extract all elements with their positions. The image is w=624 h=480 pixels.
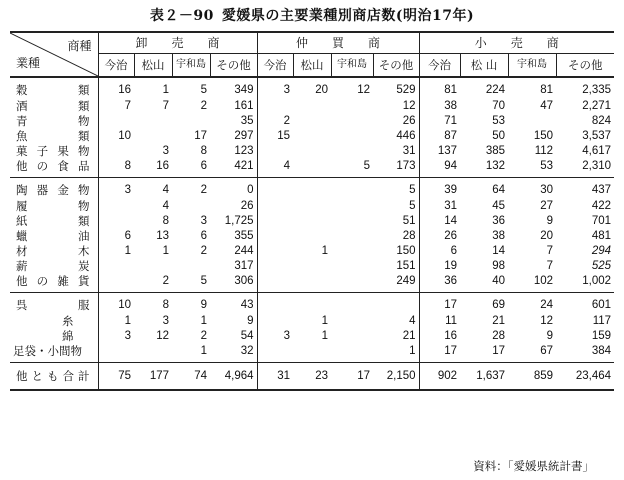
table-row — [10, 77, 614, 99]
cell-value — [134, 114, 172, 129]
row-label: 糸 — [10, 314, 98, 329]
table-row — [10, 114, 614, 129]
cell-value: 10 — [118, 299, 131, 311]
cell-value: 9 — [546, 215, 554, 227]
cell-value: 3 — [283, 84, 291, 96]
row-label: 足袋・小間物 — [10, 344, 98, 363]
cell-value: 4 — [373, 314, 419, 329]
cell-value: 81 — [540, 84, 554, 96]
cell-value: 3 — [124, 330, 131, 342]
table-row — [10, 214, 614, 229]
cell-value: 35 — [210, 114, 257, 129]
cell-value: 2 — [283, 115, 291, 127]
cell-value — [134, 259, 172, 274]
cell-value: 12 — [156, 330, 169, 342]
cell-value: 64 — [492, 184, 506, 196]
cell-value — [331, 199, 373, 214]
table-title: 愛媛県の主要業種別商店数(明治17年) — [221, 8, 475, 24]
cell-value — [331, 229, 373, 244]
cell-value: 701 — [591, 215, 612, 227]
cell-value: 7 — [124, 100, 131, 112]
total-row — [10, 363, 614, 391]
cell-value: 422 — [591, 200, 612, 212]
cell-value: 26 — [444, 230, 458, 242]
table-body — [10, 77, 614, 390]
shop-count-table — [10, 31, 614, 391]
group-header-wholesale: 卸 売 商 — [98, 32, 257, 54]
table-row — [10, 329, 614, 344]
cell-value: 74 — [172, 363, 210, 391]
cell-value: 71 — [444, 115, 458, 127]
cell-value — [331, 129, 373, 144]
cell-value — [172, 114, 210, 129]
cell-value — [293, 159, 331, 178]
col-header: その他 — [556, 54, 614, 78]
cell-value: 26 — [373, 114, 419, 129]
cell-value — [257, 229, 293, 244]
cell-value — [257, 178, 293, 200]
col-header: その他 — [373, 54, 419, 78]
cell-value: 481 — [591, 230, 612, 242]
cell-value: 306 — [210, 274, 257, 293]
cell-value: 5 — [373, 199, 419, 214]
cell-value: 17 — [444, 299, 458, 311]
cell-value: 151 — [373, 259, 419, 274]
cell-value: 355 — [210, 229, 257, 244]
cell-value: 117 — [592, 315, 612, 327]
col-header: 松山 — [293, 54, 331, 78]
cell-value: 11 — [445, 315, 458, 327]
cell-value — [331, 99, 373, 114]
cell-value: 20 — [540, 230, 554, 242]
cell-value — [134, 129, 172, 144]
cell-value — [134, 344, 172, 363]
cell-value: 21 — [373, 329, 419, 344]
cell-value — [257, 344, 293, 363]
cell-value: 177 — [134, 363, 172, 391]
cell-value: 16 — [118, 84, 131, 96]
table-row — [10, 274, 614, 293]
cell-value: 173 — [373, 159, 419, 178]
table-row — [10, 293, 614, 315]
cell-value: 3 — [162, 145, 169, 157]
cell-value: 525 — [591, 260, 612, 272]
cell-value: 3 — [124, 184, 131, 196]
cell-value: 123 — [210, 144, 257, 159]
cell-value: 47 — [540, 100, 554, 112]
cell-value: 446 — [373, 129, 419, 144]
cell-value: 45 — [492, 200, 506, 212]
cell-value: 9 — [546, 330, 554, 342]
corner-label-business-type: 業種 — [16, 56, 41, 70]
cell-value: 94 — [419, 159, 460, 178]
cell-value — [257, 199, 293, 214]
cell-value: 17 — [331, 363, 373, 391]
cell-value: 859 — [508, 363, 556, 391]
cell-value — [293, 99, 331, 114]
table-row — [10, 199, 614, 214]
cell-value: 5 — [172, 274, 210, 293]
cell-value — [293, 199, 331, 214]
cell-value: 6 — [200, 230, 207, 242]
table-row — [10, 178, 614, 200]
col-header: 今治 — [257, 54, 293, 78]
col-header: 宇和島 — [172, 54, 210, 78]
cell-value: 54 — [210, 329, 257, 344]
cell-value — [293, 114, 331, 129]
cell-value: 529 — [373, 77, 419, 99]
cell-value: 4 — [257, 159, 293, 178]
cell-value — [257, 144, 293, 159]
cell-value: 1,002 — [556, 274, 614, 293]
cell-value — [257, 244, 293, 259]
cell-value — [293, 259, 331, 274]
cell-value — [293, 274, 331, 293]
cell-value: 112 — [534, 145, 554, 157]
cell-value — [373, 293, 419, 315]
col-header: 今治 — [419, 54, 460, 78]
cell-value: 31 — [373, 144, 419, 159]
cell-value: 2,310 — [556, 159, 614, 178]
cell-value: 1 — [321, 315, 329, 327]
cell-value — [98, 344, 134, 363]
page-title — [0, 5, 624, 25]
row-label: 紙類 — [10, 214, 98, 229]
cell-value: 5 — [331, 159, 373, 178]
cell-value: 3 — [200, 215, 207, 227]
cell-value: 28 — [492, 330, 506, 342]
cell-value — [257, 214, 293, 229]
cell-value: 20 — [315, 84, 329, 96]
cell-value — [98, 199, 134, 214]
cell-value: 40 — [460, 274, 508, 293]
cell-value — [331, 293, 373, 315]
cell-value: 6 — [172, 159, 210, 178]
cell-value: 1,637 — [460, 363, 508, 391]
cell-value: 2 — [134, 274, 172, 293]
cell-value: 12 — [373, 99, 419, 114]
cell-value — [257, 99, 293, 114]
table-row — [10, 129, 614, 144]
cell-value: 67 — [508, 344, 556, 363]
table-row — [10, 259, 614, 274]
cell-value: 137 — [437, 145, 458, 157]
cell-value: 249 — [373, 274, 419, 293]
col-header: その他 — [210, 54, 257, 78]
table-number: 表２－90 — [149, 8, 214, 24]
cell-value — [331, 274, 373, 293]
cell-value: 28 — [373, 229, 419, 244]
cell-value: 17 — [194, 130, 207, 142]
cell-value — [257, 259, 293, 274]
row-label: 綿 — [10, 329, 98, 344]
cell-value: 6 — [450, 245, 458, 257]
row-label: 薪炭 — [10, 259, 98, 274]
cell-value: 1 — [162, 84, 169, 96]
cell-value: 244 — [210, 244, 257, 259]
cell-value: 16 — [444, 330, 458, 342]
cell-value: 2,150 — [373, 363, 419, 391]
cell-value: 7 — [546, 260, 554, 272]
cell-value — [257, 293, 293, 315]
cell-value: 69 — [492, 299, 506, 311]
row-label: 蠟油 — [10, 229, 98, 244]
cell-value: 0 — [210, 178, 257, 200]
cell-value — [331, 144, 373, 159]
cell-value — [98, 144, 134, 159]
cell-value — [293, 293, 331, 315]
cell-value: 51 — [373, 214, 419, 229]
cell-value: 161 — [210, 99, 257, 114]
cell-value: 12 — [540, 315, 554, 327]
cell-value: 1 — [321, 330, 329, 342]
cell-value: 9 — [210, 314, 257, 329]
header-corner — [10, 32, 98, 77]
cell-value — [293, 129, 331, 144]
cell-value: 98 — [492, 260, 506, 272]
cell-value: 38 — [492, 230, 506, 242]
cell-value: 385 — [485, 145, 506, 157]
cell-value: 2,271 — [582, 100, 612, 112]
cell-value — [331, 314, 373, 329]
cell-value: 1 — [373, 344, 419, 363]
cell-value — [98, 274, 134, 293]
cell-value — [331, 344, 373, 363]
cell-value: 2 — [200, 330, 207, 342]
cell-value: 3 — [162, 315, 169, 327]
cell-value: 7 — [546, 245, 554, 257]
cell-value: 53 — [508, 159, 556, 178]
cell-value: 31 — [257, 363, 293, 391]
table-row — [10, 99, 614, 114]
cell-value: 8 — [200, 145, 207, 157]
source-note: 資料：「愛媛県統計書」 — [473, 459, 594, 473]
row-label: 酒類 — [10, 99, 98, 114]
row-label: 他の食品 — [10, 159, 98, 178]
cell-value — [331, 214, 373, 229]
cell-value: 6 — [124, 230, 131, 242]
cell-value: 297 — [210, 129, 257, 144]
cell-value: 14 — [444, 215, 458, 227]
cell-value: 1 — [162, 245, 169, 257]
cell-value: 1 — [321, 245, 329, 257]
cell-value: 53 — [492, 115, 506, 127]
cell-value: 38 — [444, 100, 458, 112]
cell-value: 3 — [283, 330, 291, 342]
cell-value: 4,964 — [210, 363, 257, 391]
row-label: 穀類 — [10, 77, 98, 99]
cell-value: 824 — [591, 115, 612, 127]
group-header-retail: 小 売 商 — [419, 32, 614, 54]
cell-value: 9 — [200, 299, 207, 311]
cell-value: 1 — [124, 315, 131, 327]
cell-value: 317 — [210, 259, 257, 274]
cell-value: 15 — [277, 130, 291, 142]
cell-value: 150 — [533, 130, 554, 142]
cell-value — [331, 329, 373, 344]
cell-value — [293, 144, 331, 159]
cell-value: 3,537 — [582, 130, 612, 142]
cell-value: 75 — [98, 363, 134, 391]
cell-value — [293, 214, 331, 229]
cell-value: 2 — [200, 184, 207, 196]
cell-value: 17 — [460, 344, 508, 363]
cell-value — [98, 259, 134, 274]
row-label: 呉服 — [10, 293, 98, 315]
row-label: 菓子果物 — [10, 144, 98, 159]
cell-value: 13 — [156, 230, 169, 242]
table-row — [10, 344, 614, 363]
cell-value — [331, 244, 373, 259]
cell-value: 36 — [419, 274, 460, 293]
table-row — [10, 229, 614, 244]
cell-value — [331, 259, 373, 274]
cell-value: 5 — [200, 84, 207, 96]
cell-value: 421 — [210, 159, 257, 178]
total-label: 他とも合計 — [10, 363, 98, 391]
row-label: 他の雑貨 — [10, 274, 98, 293]
row-label: 魚類 — [10, 129, 98, 144]
cell-value — [508, 114, 556, 129]
col-header: 宇和島 — [331, 54, 373, 78]
cell-value — [293, 344, 331, 363]
cell-value: 14 — [492, 245, 506, 257]
cell-value: 349 — [210, 77, 257, 99]
cell-value — [293, 229, 331, 244]
cell-value: 159 — [591, 330, 612, 342]
cell-value — [98, 214, 134, 229]
cell-value: 8 — [162, 215, 169, 227]
cell-value: 2 — [200, 100, 207, 112]
cell-value: 902 — [419, 363, 460, 391]
cell-value: 150 — [373, 244, 419, 259]
cell-value — [257, 274, 293, 293]
cell-value — [172, 199, 210, 214]
cell-value: 43 — [210, 293, 257, 315]
cell-value — [331, 178, 373, 200]
table-row — [10, 244, 614, 259]
cell-value: 10 — [118, 130, 131, 142]
cell-value: 31 — [444, 200, 458, 212]
cell-value: 23 — [293, 363, 331, 391]
col-header: 宇和島 — [508, 54, 556, 78]
cell-value: 601 — [591, 299, 612, 311]
cell-value: 24 — [540, 299, 554, 311]
cell-value — [257, 314, 293, 329]
cell-value: 19 — [444, 260, 458, 272]
col-header: 松 山 — [460, 54, 508, 78]
cell-value — [331, 114, 373, 129]
cell-value: 27 — [540, 200, 554, 212]
cell-value: 5 — [373, 178, 419, 200]
cell-value — [293, 178, 331, 200]
cell-value: 8 — [162, 299, 169, 311]
cell-value: 437 — [591, 184, 612, 196]
cell-value: 32 — [210, 344, 257, 363]
cell-value: 50 — [492, 130, 506, 142]
col-header: 松山 — [134, 54, 172, 78]
cell-value: 224 — [485, 84, 506, 96]
cell-value: 4,617 — [582, 145, 612, 157]
cell-value — [98, 114, 134, 129]
cell-value: 8 — [98, 159, 134, 178]
cell-value: 2,335 — [582, 84, 612, 96]
cell-value: 1,725 — [210, 214, 257, 229]
cell-value: 4 — [162, 200, 169, 212]
row-label: 履物 — [10, 199, 98, 214]
cell-value: 21 — [492, 315, 506, 327]
row-label: 青物 — [10, 114, 98, 129]
cell-value: 4 — [162, 184, 169, 196]
cell-value: 102 — [508, 274, 556, 293]
row-label: 材木 — [10, 244, 98, 259]
cell-value: 81 — [444, 84, 458, 96]
corner-label-shop-type: 商種 — [67, 39, 92, 53]
table-row — [10, 314, 614, 329]
cell-value: 1 — [124, 245, 131, 257]
cell-value: 132 — [460, 159, 508, 178]
cell-value: 30 — [540, 184, 554, 196]
cell-value: 294 — [591, 245, 612, 257]
cell-value: 26 — [210, 199, 257, 214]
row-label: 陶器金物 — [10, 178, 98, 200]
cell-value: 7 — [162, 100, 169, 112]
cell-value: 2 — [200, 245, 207, 257]
cell-value: 39 — [444, 184, 458, 196]
cell-value: 36 — [492, 215, 506, 227]
cell-value: 87 — [444, 130, 458, 142]
cell-value: 17 — [419, 344, 460, 363]
table-row — [10, 144, 614, 159]
table-row — [10, 159, 614, 178]
group-header-broker: 仲 買 商 — [257, 32, 419, 54]
cell-value: 23,464 — [556, 363, 614, 391]
cell-value: 1 — [172, 344, 210, 363]
cell-value: 1 — [200, 315, 207, 327]
cell-value — [172, 259, 210, 274]
cell-value: 16 — [134, 159, 172, 178]
cell-value: 384 — [556, 344, 614, 363]
cell-value: 12 — [357, 84, 371, 96]
cell-value: 70 — [492, 100, 506, 112]
col-header: 今治 — [98, 54, 134, 78]
